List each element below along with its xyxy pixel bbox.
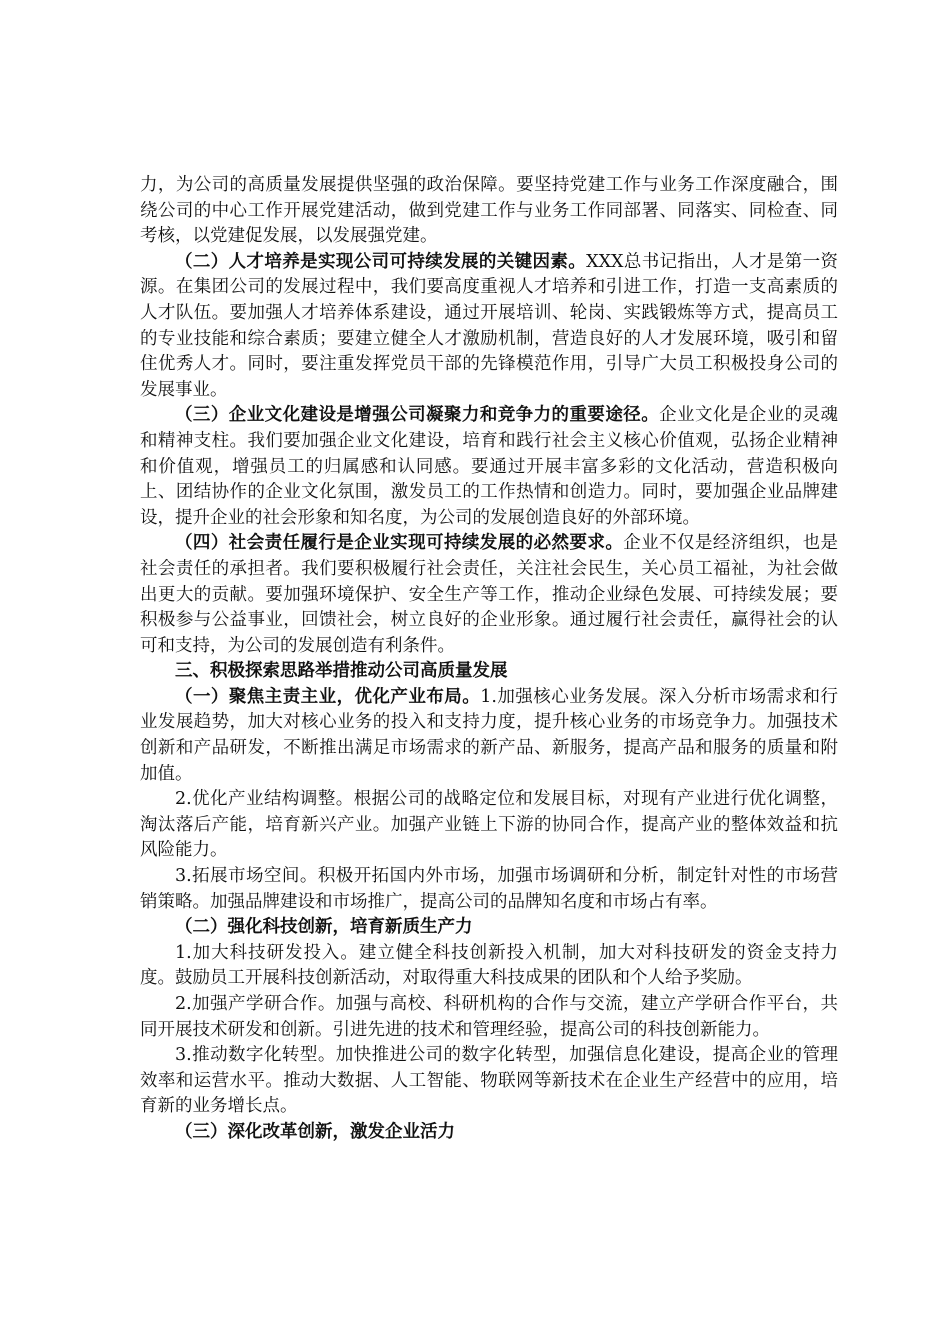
- paragraph-text: 1.加强核心业务发展。深入分析市场需求和行业发展趋势，加大对核心业务的投入和支持力度，提升核心业务的市场竞争力。加强技术创新和产品研发，不断推出满足市场需求的新产品、新服务，提高产品和服务的质量和附加值。: [140, 686, 838, 784]
- paragraph-digital: [140, 1043, 838, 1120]
- paragraph-text: XXX总书记指出，人才是第一资源。在集团公司的发展过程中，我们要高度重视人才培养和引进工作，打造一支高素质的人才队伍。要加强人才培养体系建设，通过开展培训、轮岗、实践锻炼等方式，提高员工的专业技能和综合素质；要建立健全人才激励机制，营造良好的人才发展环境，吸引和留住优秀人才。同时，要注重发挥党员干部的先锋模范作用，引导广大员工积极投身公司的发展事业。: [140, 251, 838, 400]
- subsection-heading-reform: （三）深化改革创新，激发企业活力: [175, 1121, 455, 1142]
- paragraph-text: 3.推动数字化转型。加快推进公司的数字化转型，加强信息化建设，提高企业的管理效率和运营水平。推动大数据、人工智能、物联网等新技术在企业生产经营中的应用，培育新的业务增长点。: [140, 1045, 838, 1117]
- document-page: [140, 173, 838, 1146]
- paragraph-responsibility: [140, 531, 838, 659]
- paragraph-text: 力，为公司的高质量发展提供坚强的政治保障。要坚持党建工作与业务工作深度融合，围绕公司的中心工作开展党建活动，做到党建工作与业务工作同部署、同落实、同检查、同考核，以党建促发展，以发展强党建。: [140, 175, 838, 247]
- paragraph-text: 3.拓展市场空间。积极开拓国内外市场，加强市场调研和分析，制定针对性的市场营销策略。加强品牌建设和市场推广，提高公司的品牌知名度和市场占有率。: [140, 866, 838, 912]
- paragraph-text: 企业文化是企业的灵魂和精神支柱。我们要加强企业文化建设，培育和践行社会主义核心价值观，弘扬企业精神和价值观，增强员工的归属感和认同感。要通过开展丰富多彩的文化活动，营造积极向上、团结协作的企业文化氛围，激发员工的工作热情和创造力。同时，要加强企业品牌建设，提升企业的社会形象和知名度，为公司的发展创造良好的外部环境。: [140, 405, 838, 528]
- paragraph-industry-academia: [140, 992, 838, 1043]
- paragraph-rd-investment: [140, 941, 838, 992]
- section-heading-3: 三、积极探索思路举措推动公司高质量发展: [175, 661, 508, 682]
- paragraph-lead: （三）企业文化建设是增强公司凝聚力和竞争力的重要途径。: [175, 405, 660, 426]
- paragraph-industry-structure: [140, 787, 838, 864]
- paragraph-text: 2.优化产业结构调整。根据公司的战略定位和发展目标，对现有产业进行优化调整，淘汰落后产能，培育新兴产业。加强产业链上下游的协同合作，提高产业的整体效益和抗风险能力。: [140, 789, 838, 861]
- paragraph-lead: （一）聚焦主责主业，优化产业布局。: [175, 686, 481, 707]
- paragraph-text: 1.加大科技研发投入。建立健全科技创新投入机制，加大对科技研发的资金支持力度。鼓励员工开展科技创新活动，对取得重大科技成果的团队和个人给予奖励。: [140, 942, 838, 989]
- paragraph-lead: （二）人才培养是实现公司可持续发展的关键因素。: [175, 251, 587, 272]
- paragraph-culture: [140, 403, 838, 531]
- paragraph-talent: [140, 250, 838, 404]
- paragraph-continuation: [140, 173, 838, 250]
- paragraph-core-business: [140, 685, 838, 787]
- paragraph-text: 企业不仅是经济组织，也是社会责任的承担者。我们要积极履行社会责任，关注社会民生，关心员工福祉，为社会做出更大的贡献。要加强环境保护、安全生产等工作，推动企业绿色发展、可持续发展；要积极参与公益事业，回馈社会，树立良好的企业形象。通过履行社会责任，赢得社会的认可和支持，为公司的发展创造有利条件。: [140, 533, 839, 656]
- paragraph-market: [140, 864, 838, 915]
- subsection-heading-tech: （二）强化科技创新，培育新质生产力: [175, 917, 473, 938]
- paragraph-text: 2.加强产学研合作。加强与高校、科研机构的合作与交流，建立产学研合作平台，共同开展技术研发和创新。引进先进的技术和管理经验，提高公司的科技创新能力。: [140, 994, 838, 1040]
- paragraph-lead: （四）社会责任履行是企业实现可持续发展的必然要求。: [175, 533, 624, 554]
